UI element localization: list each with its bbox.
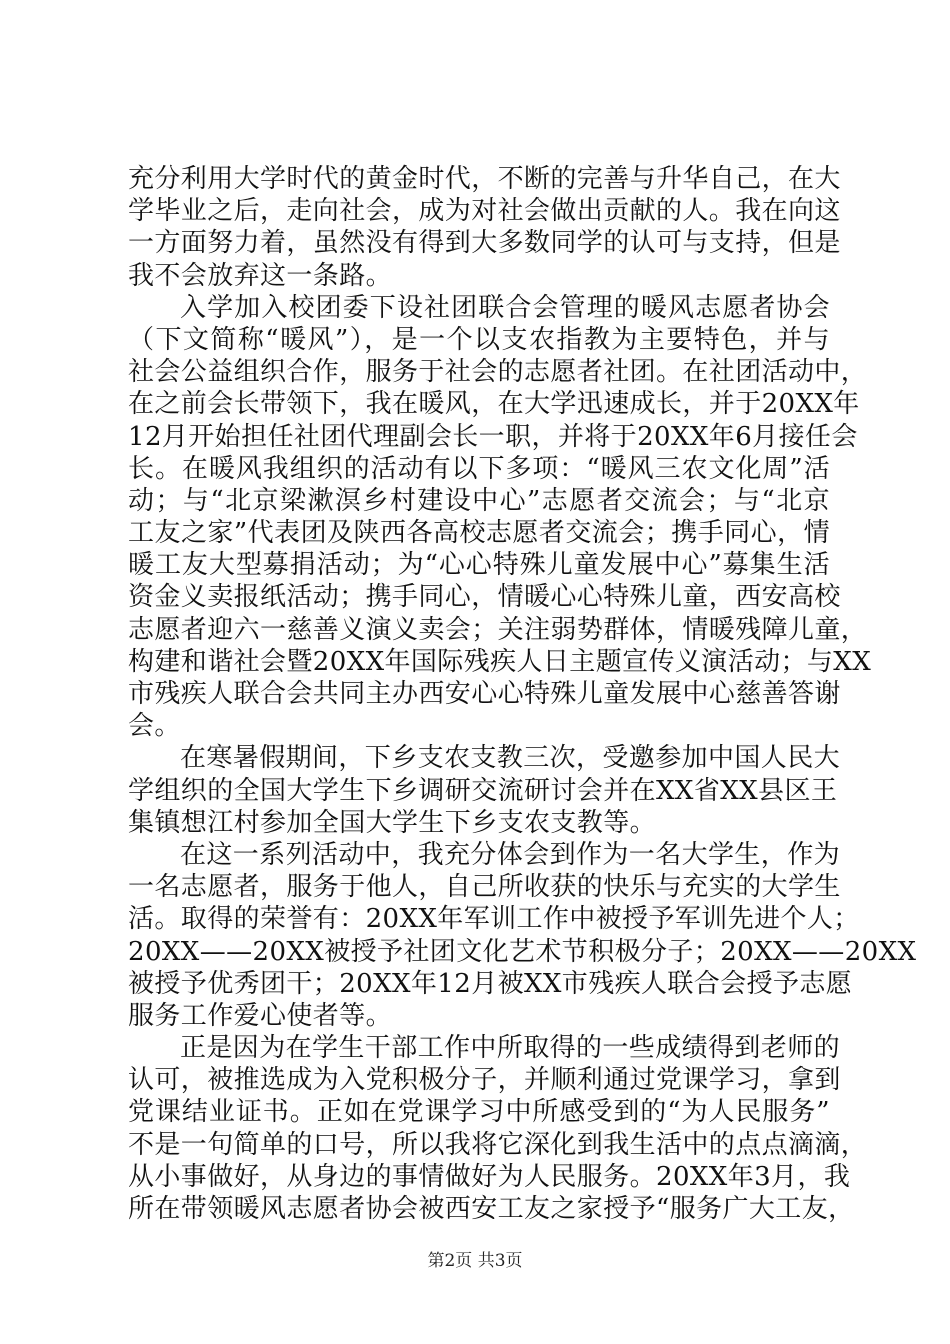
- text-line: 从小事做好，从身边的事情做好为人民服务。20XX年3月，我: [128, 1161, 851, 1192]
- text-line: 动；与“北京梁漱溟乡村建设中心”志愿者交流会；与“北京: [128, 485, 830, 516]
- page-number-label: 第2页 共3页: [427, 1251, 523, 1271]
- text-line: 20XX——20XX被授予社团文化艺术节积极分子；20XX——20XX: [128, 936, 917, 967]
- text-line: 社会公益组织合作，服务于社会的志愿者社团。在社团活动中，: [128, 357, 868, 388]
- text-line: 集镇想江村参加全国大学生下乡支农支教等。: [128, 807, 657, 838]
- text-line: 构建和谐社会暨20XX年国际残疾人日主题宣传义演活动；与XX: [128, 646, 872, 677]
- text-line: 所在带领暖风志愿者协会被西安工友之家授予“服务广大工友，: [128, 1194, 855, 1224]
- text-line: 一方面努力着，虽然没有得到大多数同学的认可与支持，但是: [128, 228, 841, 259]
- text-line: 志愿者迎六一慈善义演义卖会；关注弱势群体，情暖残障儿童，: [128, 614, 868, 645]
- text-line: 暖工友大型募捐活动；为“心心特殊儿童发展中心”募集生活: [128, 550, 830, 581]
- text-line: 服务工作爱心使者等。: [128, 1000, 393, 1031]
- text-line: 在之前会长带领下，我在暖风，在大学迅速成长，并于20XX年: [128, 389, 860, 420]
- text-line: 一名志愿者，服务于他人，自己所收获的快乐与充实的大学生: [128, 872, 841, 903]
- text-line: 入学加入校团委下设社团联合会管理的暖风志愿者协会: [180, 292, 830, 323]
- text-line: 长。在暖风我组织的活动有以下多项：“暖风三农文化周”活: [128, 453, 830, 484]
- text-line: 我不会放弃这一条路。: [128, 260, 393, 291]
- text-line: 学组织的全国大学生下乡调研交流研讨会并在XX省XX县区王: [128, 775, 838, 806]
- text-line: 学毕业之后，走向社会，成为对社会做出贡献的人。我在向这: [128, 196, 841, 227]
- text-line: 在这一系列活动中，我充分体会到作为一名大学生，作为: [180, 839, 841, 870]
- text-line: 不是一句简单的口号，所以我将它深化到我生活中的点点滴滴，: [128, 1129, 868, 1160]
- text-line: 充分利用大学时代的黄金时代，不断的完善与升华自己，在大: [128, 164, 841, 194]
- text-line: 活。取得的荣誉有：20XX年军训工作中被授予军训先进个人；: [128, 904, 860, 935]
- document-body: [128, 163, 917, 1225]
- text-line: 市残疾人联合会共同主办西安心心特殊儿童发展中心慈善答谢: [128, 679, 841, 709]
- text-line: 资金义卖报纸活动；携手同心，情暖心心特殊儿童，西安高校: [128, 582, 841, 613]
- text-line: 党课结业证书。正如在党课学习中所感受到的“为人民服务”: [128, 1097, 830, 1128]
- text-line: 被授予优秀团干；20XX年12月被XX市残疾人联合会授予志愿: [128, 968, 853, 999]
- text-line: 会。: [128, 711, 181, 742]
- text-line: 正是因为在学生干部工作中所取得的一些成绩得到老师的: [180, 1033, 841, 1064]
- text-line: 认可，被推选成为入党积极分子，并顺利通过党课学习，拿到: [128, 1065, 841, 1096]
- text-line: 工友之家”代表团及陕西各高校志愿者交流会；携手同心，情: [128, 518, 830, 549]
- text-line: （下文简称“暖风”），是一个以支农指教为主要特色，并与: [128, 324, 830, 355]
- text-line: 12月开始担任社团代理副会长一职，并将于20XX年6月接任会: [128, 421, 858, 452]
- page-footer: [0, 1246, 950, 1271]
- text-line: 在寒暑假期间，下乡支农支教三次，受邀参加中国人民大: [180, 743, 841, 774]
